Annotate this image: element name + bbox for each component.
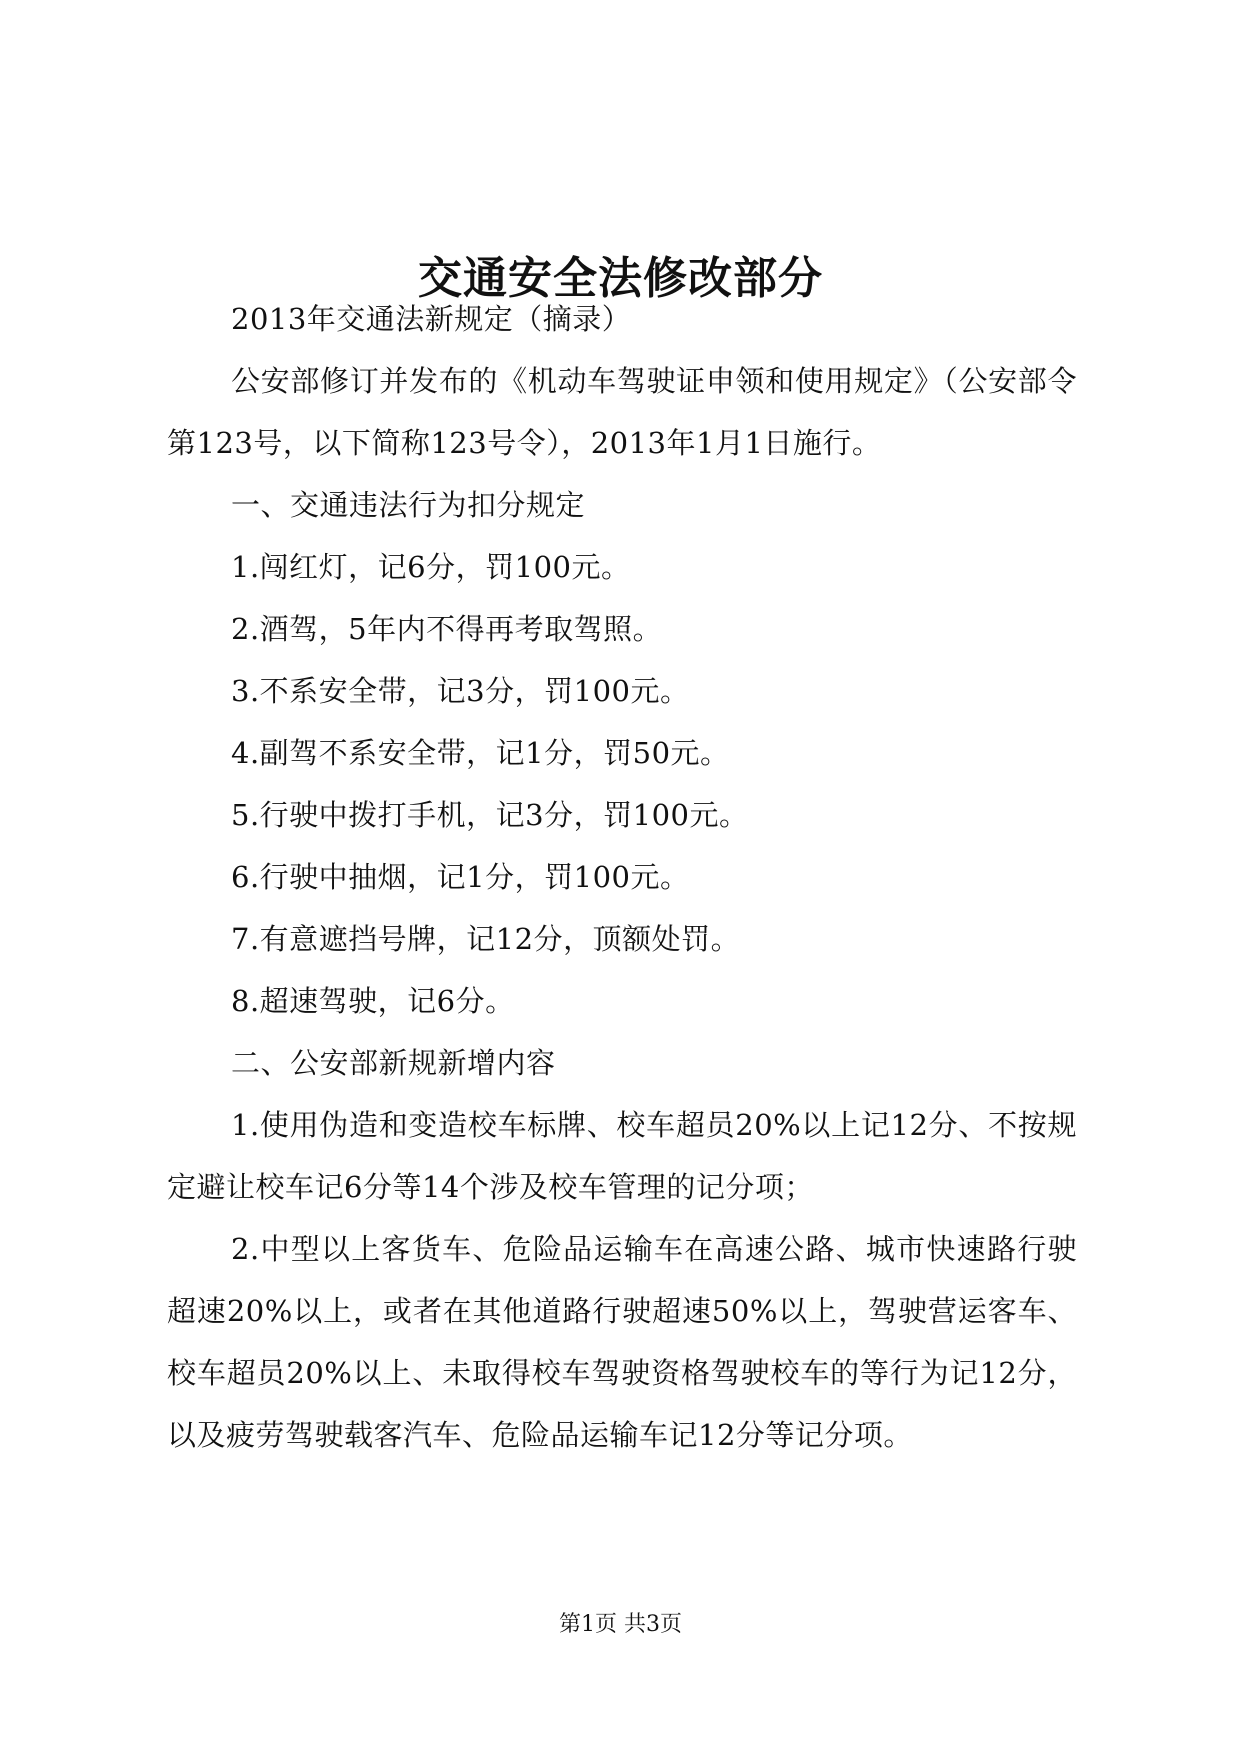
list-item: 4.副驾不系安全带，记1分，罚50元。 <box>231 736 730 770</box>
section-heading-2: 二、公安部新规新增内容 <box>231 1046 556 1080</box>
list-item: 8.超速驾驶，记6分。 <box>231 984 515 1018</box>
page-footer: 第1页 共3页 <box>559 1612 682 1637</box>
list-item: 5.行驶中拨打手机，记3分，罚100元。 <box>231 798 749 832</box>
document-body <box>167 288 1077 1466</box>
section-heading-1: 一、交通违法行为扣分规定 <box>231 488 586 522</box>
document-title: 交通安全法修改部分 <box>418 253 823 305</box>
list-item: 2.中型以上客货车、危险品运输车在高速公路、城市快速路行驶超速20%以上，或者在其他道路行驶超速50%以上，驾驶营运客车、校车超员20%以上、未取得校车驾驶资格驾驶校车的等行为记12分，以及疲劳驾驶载客汽车、危险品运输车记12分等记分项。 <box>167 1232 1077 1452</box>
list-item: 2.酒驾，5年内不得再考取驾照。 <box>231 612 663 646</box>
list-item: 6.行驶中抽烟，记1分，罚100元。 <box>231 860 690 894</box>
list-item: 3.不系安全带，记3分，罚100元。 <box>231 674 690 708</box>
list-item: 1.闯红灯，记6分，罚100元。 <box>231 550 631 584</box>
list-item: 1.使用伪造和变造校车标牌、校车超员20%以上记12分、不按规定避让校车记6分等14个涉及校车管理的记分项； <box>167 1108 1077 1204</box>
list-item: 7.有意遮挡号牌，记12分，顶额处罚。 <box>231 922 741 956</box>
paragraph-intro: 公安部修订并发布的《机动车驾驶证申领和使用规定》（公安部令第123号，以下简称123号令），2013年1月1日施行。 <box>167 364 1077 460</box>
paragraph-subtitle: 2013年交通法新规定（摘录） <box>231 302 632 336</box>
